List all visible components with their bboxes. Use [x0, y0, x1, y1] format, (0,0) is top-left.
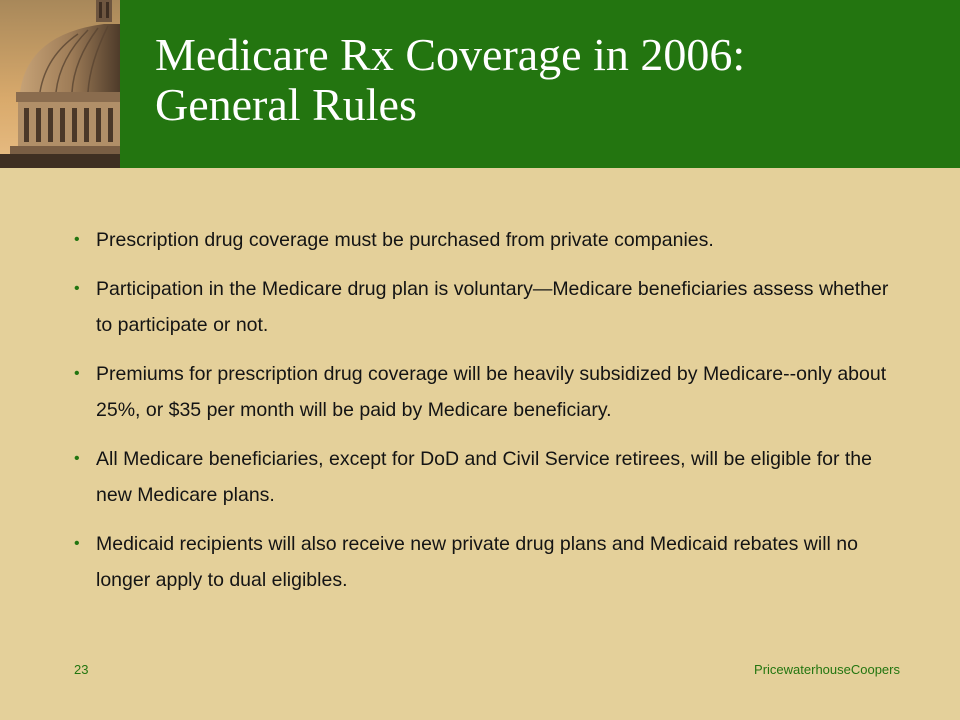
bullet-text: Prescription drug coverage must be purchased from private companies. [96, 229, 714, 251]
bullet-item [74, 441, 894, 513]
bullet-text: All Medicare beneficiaries, except for DoD and Civil Service retirees, will be eligible for the new Medicare plans. [96, 448, 873, 506]
bullet-text: Medicaid recipients will also receive new private drug plans and Medicaid rebates will no longer apply to dual eligibles. [96, 533, 858, 591]
bullet-dot-icon: • [74, 450, 80, 467]
bullet-item [74, 526, 894, 598]
slide-title [155, 30, 935, 130]
title-line-1: Medicare Rx Coverage in 2006: [155, 29, 746, 80]
firm-name: PricewaterhouseCoopers [754, 662, 900, 677]
bullet-dot-icon: • [74, 535, 80, 552]
page-number: 23 [74, 662, 89, 677]
bullet-item [74, 271, 894, 343]
bullet-item [74, 222, 894, 258]
bullet-item [74, 356, 894, 428]
bullet-dot-icon: • [74, 365, 80, 382]
bullet-dot-icon: • [74, 280, 80, 297]
bullet-text: Participation in the Medicare drug plan is voluntary—Medicare beneficiaries assess whether to participate or not. [96, 278, 889, 336]
bullet-list [74, 222, 894, 611]
bullet-text: Premiums for prescription drug coverage will be heavily subsidized by Medicare--only about 25%, or $35 per month will be paid by Medicare beneficiary. [96, 363, 887, 421]
capitol-dome-photo [0, 0, 120, 168]
bullet-dot-icon: • [74, 231, 80, 248]
title-line-2: General Rules [155, 79, 417, 130]
title-bar [0, 0, 960, 168]
